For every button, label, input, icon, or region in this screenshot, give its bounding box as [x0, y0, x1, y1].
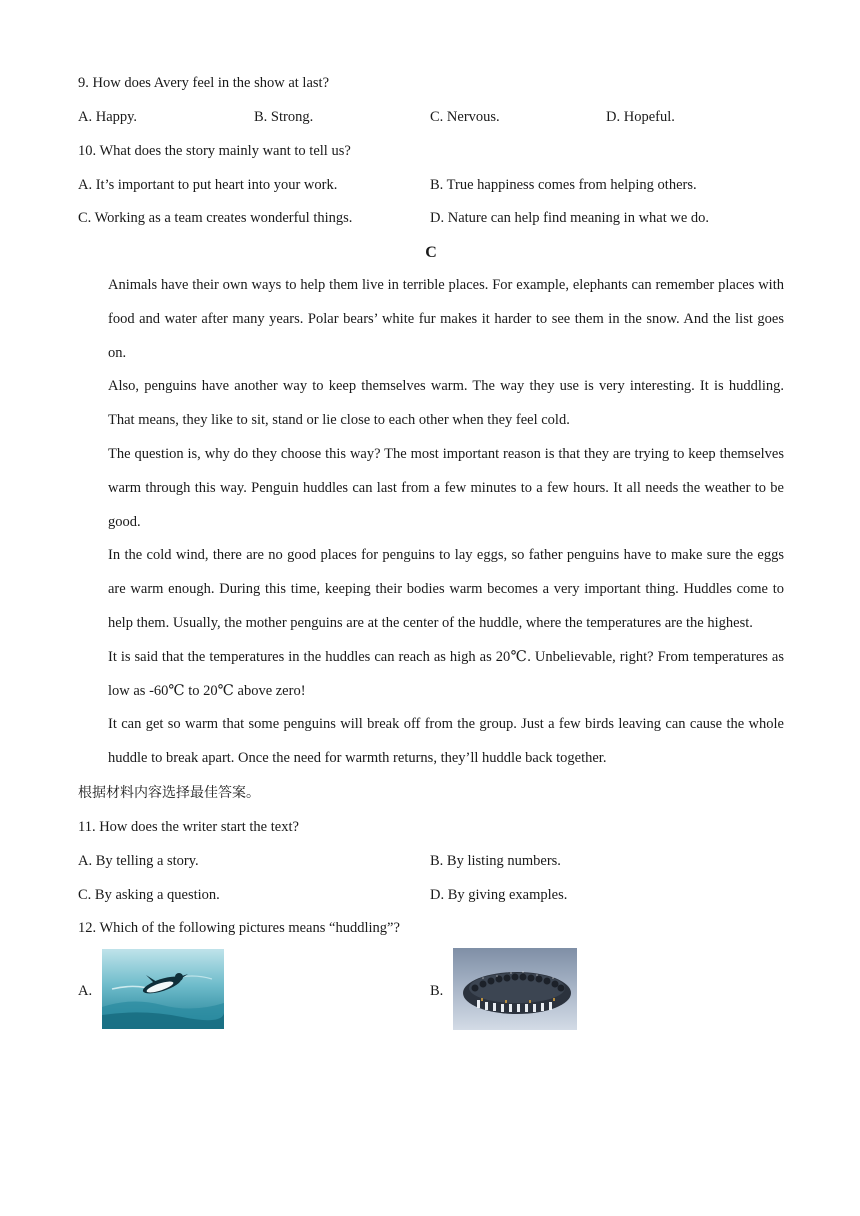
- section-title: C: [425, 244, 437, 261]
- q11-option-b: B. By listing numbers.: [430, 853, 561, 869]
- q10-option-c: C. Working as a team creates wonderful things.: [78, 210, 353, 226]
- q9-option-c: C. Nervous.: [430, 109, 500, 125]
- paragraph-2: Also, penguins have another way to keep themselves warm. The way they use is very interesting. It is huddling. That means, they like to sit, stand or lie close to each other when they feel cold.: [108, 378, 784, 428]
- paragraph-5: It is said that the temperatures in the huddles can reach as high as 20℃. Unbelievable, right? From temperatures as low as -60℃ to 20℃ above zero!: [108, 649, 784, 699]
- q11-option-c: C. By asking a question.: [78, 887, 220, 903]
- paragraph-4: In the cold wind, there are no good places for penguins to lay eggs, so father penguins have to make sure the eggs are warm enough. During this time, keeping their bodies warm becomes a very important thing. Huddles come to help them. Usually, the mother penguins are at the center of the huddle, where the temperatures are the highest.: [108, 547, 784, 631]
- q9-option-d: D. Hopeful.: [606, 109, 675, 125]
- penguin-huddle-photo: [453, 948, 577, 1030]
- q11-option-a: A. By telling a story.: [78, 853, 199, 869]
- q12-option-a-label: A.: [78, 983, 93, 999]
- question-11: 11. How does the writer start the text?: [78, 819, 299, 835]
- paragraph-6: It can get so warm that some penguins will break off from the group. Just a few birds leaving can cause the whole huddle to break apart. Once the need for warmth returns, they’ll huddle back together.: [108, 716, 784, 766]
- q11-option-d: D. By giving examples.: [430, 887, 568, 903]
- penguin-swimming-photo: [102, 949, 224, 1029]
- question-12: 12. Which of the following pictures means “huddling”?: [78, 920, 400, 936]
- q12-option-b-label: B.: [430, 983, 444, 999]
- question-9: 9. How does Avery feel in the show at last?: [78, 75, 330, 91]
- instruction: 根据材料内容选择最佳答案。: [78, 785, 260, 801]
- question-10: 10. What does the story mainly want to tell us?: [78, 143, 351, 159]
- q10-option-a: A. It’s important to put heart into your work.: [78, 177, 338, 193]
- q10-option-d: D. Nature can help find meaning in what we do.: [430, 210, 710, 226]
- paragraph-1: Animals have their own ways to help them live in terrible places. For example, elephants can remember places with food and water after many years. Polar bears’ white fur makes it harder to see them in the snow. And the list goes on.: [108, 277, 784, 361]
- q9-option-b: B. Strong.: [254, 109, 314, 125]
- q9-option-a: A. Happy.: [78, 109, 138, 125]
- q10-option-b: B. True happiness comes from helping others.: [430, 177, 697, 193]
- paragraph-3: The question is, why do they choose this way? The most important reason is that they are trying to keep themselves warm through this way. Penguin huddles can last from a few minutes to a few hours. It all needs the weather to be good.: [108, 446, 784, 530]
